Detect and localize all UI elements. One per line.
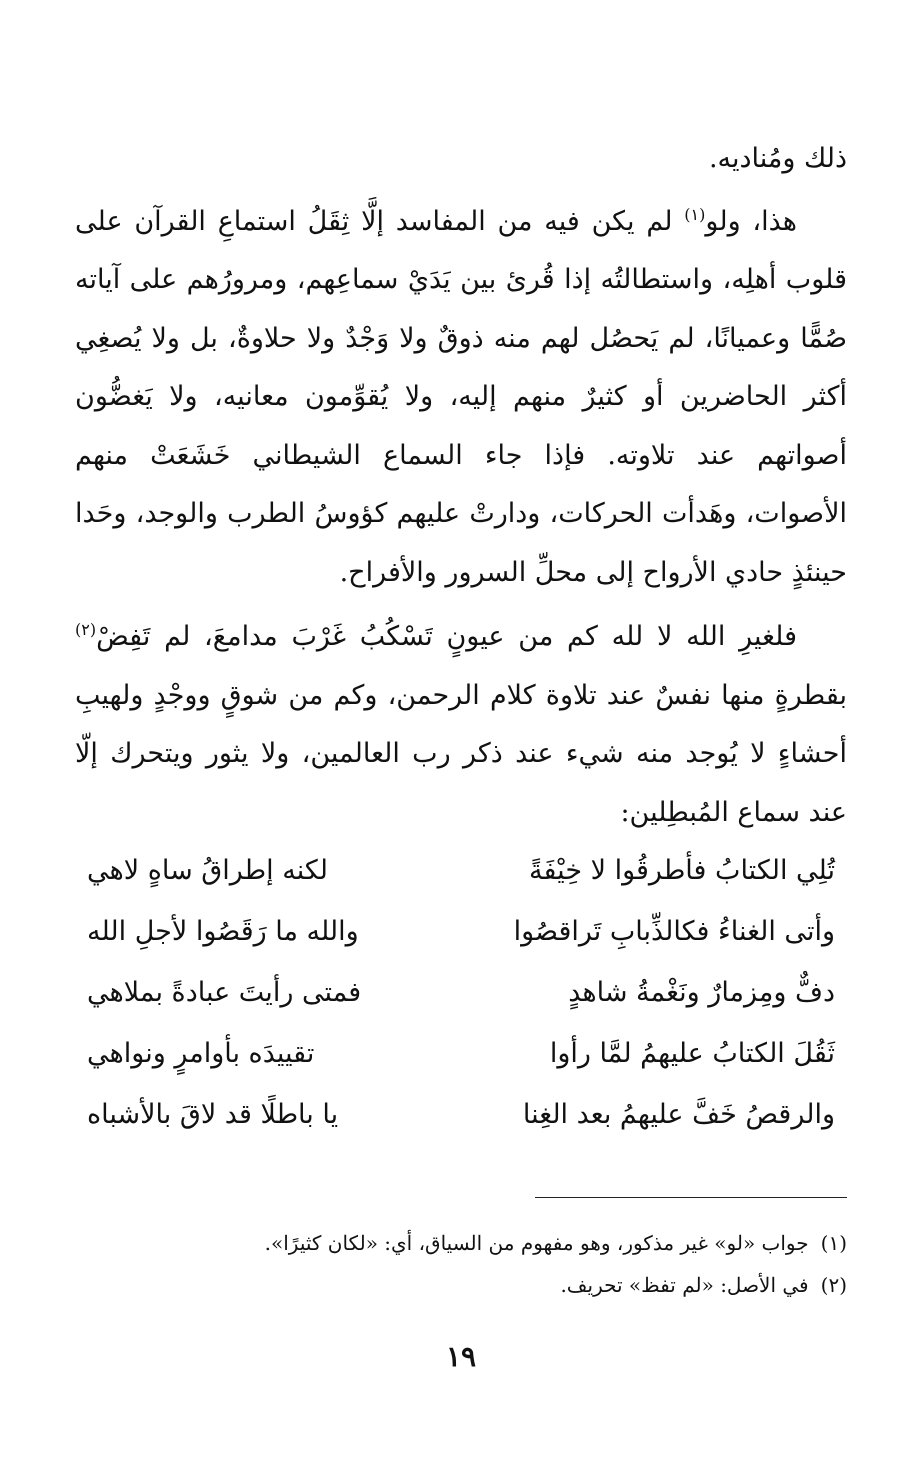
- footnote-reference[interactable]: (١): [684, 204, 706, 224]
- verse-second-hemistich: يا باطلًا قد لاقَ بالأشباه: [87, 1099, 339, 1130]
- footnotes: [75, 1222, 847, 1306]
- footnote-2: [75, 1264, 847, 1306]
- footnote-text: جواب «لو» غير مذكور، وهو مفهوم من السياق، أي: «لكان كثيرًا».: [264, 1231, 809, 1255]
- poem-verse: [75, 1084, 847, 1145]
- verse-second-hemistich: فمتى رأيتَ عبادةً بملاهي: [87, 977, 362, 1008]
- verse-first-hemistich: وأتى الغناءُ فكالذِّبابِ تَراقصُوا: [513, 916, 835, 947]
- paragraph-text: لم يكن فيه من المفاسد إلَّا ثِقَلُ استماعِ القرآن على قلوب أهلِه، واستطالتُه إذا قُرئ بين يَدَيْ سماعِهم، ومرورُهم على آياته صُمًّا وعميانًا، لم يَحصُل لهم منه ذوقٌ ولا وَجْدٌ ولا حلاوةٌ، بل ولا يُصغِي أكثر الحاضرين أو كثيرٌ منهم إليه، ولا يُقوِّمون معانيه، ولا يَغضُّون أصواتهم عند تلاوته. فإذا جاء السماع الشيطاني خَشَعَتْ منهم الأصوات، وهَدأت الحركات، ودارتْ عليهم كؤوسُ الطرب والوجد، وحَدا حينئذٍ حادي الأرواح إلى محلِّ السرور والأفراح.: [75, 205, 847, 588]
- verse-first-hemistich: تُلِي الكتابُ فأطرقُوا لا خِيْفَةً: [529, 855, 835, 886]
- body-text: [75, 130, 847, 842]
- footnote-1: [75, 1222, 847, 1264]
- poem-verse: [75, 962, 847, 1023]
- verse-first-hemistich: والرقصُ خَفَّ عليهمُ بعد الغِنا: [522, 1099, 835, 1130]
- verse-first-hemistich: دفٌّ ومِزمارٌ ونَغْمةُ شاهدٍ: [568, 977, 835, 1008]
- paragraph-1: [75, 130, 847, 189]
- poem-verse: [75, 1023, 847, 1084]
- paragraph-3: [75, 608, 847, 842]
- verse-first-hemistich: ثَقُلَ الكتابُ عليهمُ لمَّا رأوا: [549, 1038, 835, 1069]
- poem-verse: [75, 840, 847, 901]
- paragraph-text: هذا، ولو: [705, 205, 797, 237]
- footnote-text: في الأصل: «لم تفظ» تحريف.: [560, 1273, 809, 1297]
- paragraph-text: ذلك ومُناديه.: [708, 143, 847, 174]
- paragraph-text: بقطرةٍ منها نفسٌ عند تلاوة كلام الرحمن، وكم من شوقٍ ووجْدٍ ولهيبِ أحشاءٍ لا يُوجد منه شيء عند ذكر رب العالمين، ولا يثور ويتحرك إلّا عند سماع المُبطِلين:: [75, 679, 847, 828]
- poem-verse: [75, 901, 847, 962]
- page-number: ١٩: [445, 1340, 477, 1373]
- paragraph-2: [75, 193, 847, 603]
- footnote-marker: (٢): [820, 1273, 847, 1297]
- footnote-divider: [535, 1197, 847, 1198]
- verse-second-hemistich: تقييدَه بأوامرٍ ونواهي: [87, 1038, 315, 1069]
- poem: [75, 840, 847, 1145]
- footnote-reference[interactable]: (٢): [75, 620, 97, 639]
- verse-second-hemistich: والله ما رَقَصُوا لأجلِ الله: [87, 916, 359, 947]
- verse-second-hemistich: لكنه إطراقُ ساهٍ لاهي: [87, 855, 328, 886]
- footnote-marker: (١): [820, 1231, 847, 1255]
- paragraph-text: فلغيرِ الله لا لله كم من عيونٍ تَسْكُبُ غَرْبَ مدامعَ، لم تَفِضْ: [96, 621, 797, 652]
